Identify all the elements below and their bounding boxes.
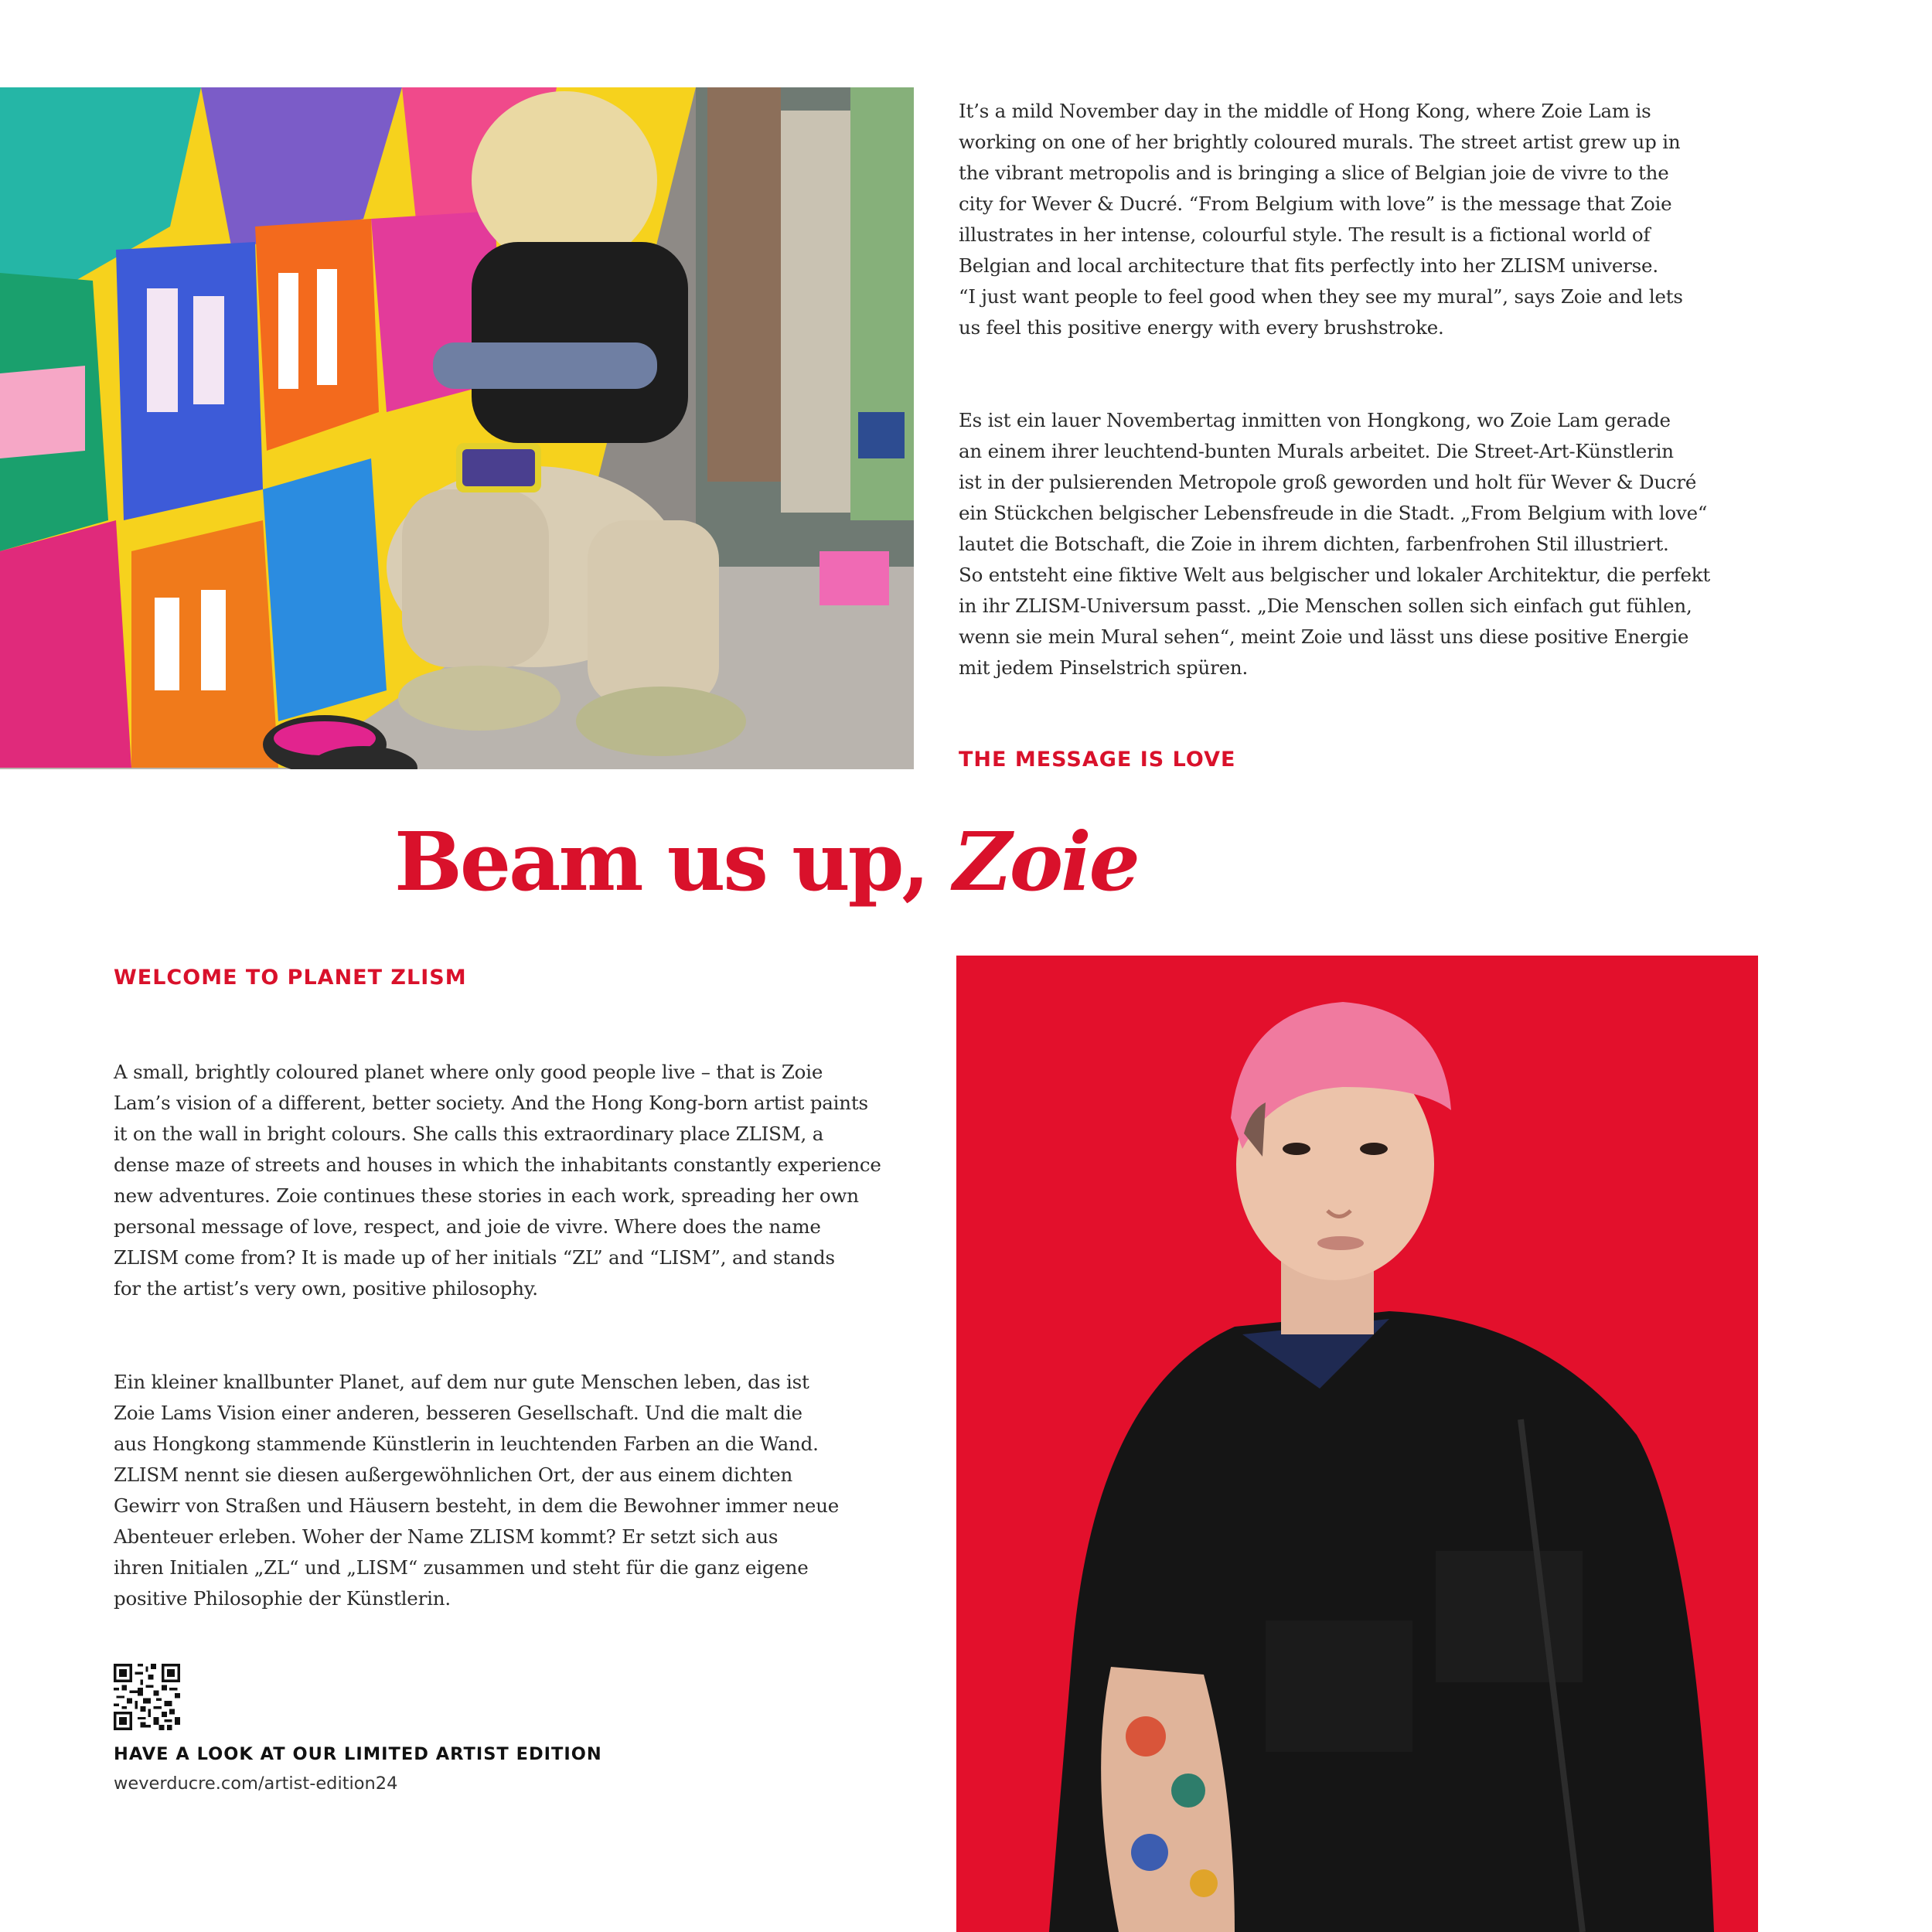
cta-link[interactable]: weverducre.com/artist-edition24 xyxy=(114,1774,398,1794)
page-headline xyxy=(394,812,1138,912)
headline-main: Beam us up, xyxy=(394,814,953,909)
mural-photo xyxy=(0,87,914,769)
section-kicker-welcome: WELCOME TO PLANET ZLISM xyxy=(114,966,467,990)
intro-paragraph-de: Es ist ein lauer Novembertag inmitten von Hongkong, wo Zoie Lam gerade an einem ihrer leuchtend-bunten Murals arbeitet. Die Street-Art-Künstlerin ist in der pulsierenden Metropole groß geworden und holt für Wever & Ducré ein Stückchen belgischer Lebensfreude in die Stadt. „From Belgium with love“ lautet die Botschaft, die Zoie in ihrem dichten, farbenfrohen Stil illustriert. So entsteht eine fiktive Welt aus belgischer und lokaler Architektur, die perfekt in ihr ZLISM-Universum passt. „Die Menschen sollen sich einfach gut fühlen, wenn sie mein Mural sehen“, meint Zoie und lässt uns diese positive Energie mit jedem Pinselstrich spüren. xyxy=(959,409,1711,679)
zlism-paragraph-de: Ein kleiner knallbunter Planet, auf dem nur gute Menschen leben, das ist Zoie Lams Vision einer anderen, besseren Gesellschaft. Und die malt die aus Hongkong stammende Künstlerin in leuchtenden Farben an die Wand. ZLISM nennt sie diesen außergewöhnlichen Ort, der aus einem dichten Gewirr von Straßen und Häusern besteht, in dem die Bewohner immer neue Abenteuer erleben. Woher der Name ZLISM kommt? Er setzt sich aus ihren Initialen „ZL“ und „LISM“ zusammen und steht für die ganz eigene positive Philosophie der Künstlerin. xyxy=(114,1371,840,1610)
zlism-paragraph-en: A small, brightly coloured planet where only good people live – that is Zoie Lam’s vision of a different, better society. And the Hong Kong-born artist paints it on the wall in bright colours. She calls this extraordinary place ZLISM, a dense maze of streets and houses in which the inhabitants constantly experience new adventures. Zoie continues these stories in each work, spreading her own personal message of love, respect, and joie de vivre. Where does the name ZLISM come from? It is made up of her initials “ZL” and “LISM”, and stands for the artist’s very own, positive philosophy. xyxy=(114,1061,881,1300)
portrait-photo xyxy=(956,956,1758,1932)
section-kicker-message: THE MESSAGE IS LOVE xyxy=(959,748,1236,772)
qr-code-icon[interactable] xyxy=(114,1664,180,1730)
intro-paragraph-en: It’s a mild November day in the middle of Hong Kong, where Zoie Lam is working on one of her brightly coloured murals. The street artist grew up in the vibrant metropolis and is bringing a slice of Belgian joie de vivre to the city for Wever & Ducré. “From Belgium with love” is the message that Zoie illustrates in her intense, colourful style. The result is a fictional world of Belgian and local architecture that fits perfectly into her ZLISM universe. “I just want people to feel good when they see my mural”, says Zoie and lets us feel this positive energy with every brushstroke. xyxy=(959,100,1683,339)
headline-emphasis: Zoie xyxy=(952,814,1138,909)
cta-label: HAVE A LOOK AT OUR LIMITED ARTIST EDITION xyxy=(114,1744,602,1764)
